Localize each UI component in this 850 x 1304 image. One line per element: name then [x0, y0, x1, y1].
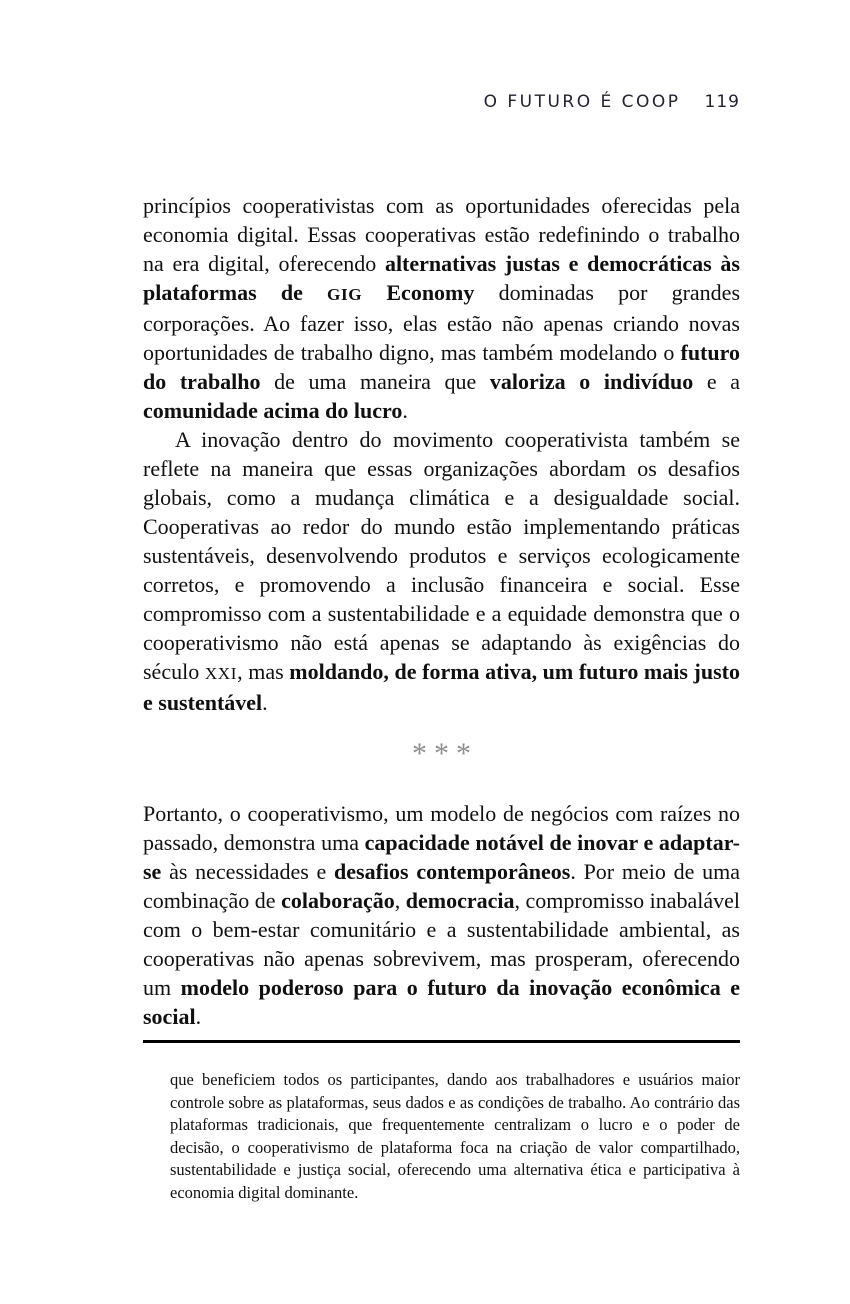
text-run: Portanto, o cooperativismo, um modelo de negócios com raízes no passado, demonstra uma [143, 801, 740, 855]
text-run: e a [693, 369, 740, 394]
bold-text-run: GIG [327, 285, 363, 304]
text-run: A inovação dentro do movimento cooperativista também se reflete na maneira que essas organizações abordam os desafios globais, como a mudança climática e a desigualdade social. Cooperativas ao redor do mundo estão implementando práticas sustentáveis, desenvolvendo produtos e serviços ecologicamente corretos, e promovendo a inclusão financeira e social. Esse compromisso com a sustentabilidade e a equidade demonstra que o cooperativismo não está apenas se adaptando às exigências do século [143, 427, 740, 684]
body-text-column [143, 191, 740, 1031]
text-run: . [195, 1004, 202, 1029]
text-block-after-divider [143, 799, 740, 1031]
asterisk-section-divider: *** [412, 737, 478, 770]
paragraph [143, 799, 740, 1031]
footnote-rule [143, 1040, 740, 1043]
bold-text-run: colaboração [281, 888, 395, 913]
footnote-area [143, 1040, 740, 1204]
running-title: O FUTURO É COOP [483, 92, 681, 112]
text-run: às necessidades e [161, 859, 335, 884]
paragraph [143, 191, 740, 425]
text-run: . [262, 690, 268, 715]
text-run: , compromisso inabalável com o bem-estar comunitário e a sustentabilidade ambiental, as cooperativas não apenas sobrevivem, mas prosperam, oferecendo um [143, 888, 740, 1000]
text-run: princípios cooperativistas com as oportunidades oferecidas pela economia digital. Essas cooperativas estão redefinindo o trabalho na era digital, oferecendo [143, 193, 740, 276]
bold-text-run: futuro do trabalho [143, 340, 740, 394]
text-run: , mas [237, 659, 290, 684]
text-run: de uma maneira que [260, 369, 490, 394]
bold-text-run: alternativas justas e democráticas às plataformas de [143, 251, 740, 305]
bold-text-run: modelo poderoso para o futuro da inovação econômica e social [143, 975, 740, 1029]
text-run: . [402, 398, 408, 423]
text-run: dominadas por grandes corporações. Ao fazer isso, elas estão não apenas criando novas oportunidades de trabalho digno, mas também modelando o [143, 280, 741, 365]
page-number: 119 [704, 92, 740, 112]
text-block-before-divider [143, 191, 740, 717]
bold-text-run: valoriza o indivíduo [489, 369, 694, 394]
text-run: . Por meio de uma combinação de [143, 859, 740, 913]
footnote-text: que beneficiem todos os participantes, dando aos trabalhadores e usuários maior controle sobre as plataformas, seus dados e as condições de trabalho. Ao contrário das plataformas tradicionais, que frequentemente centralizam o lucro e o poder de decisão, o cooperativismo de plataforma foca na criação de valor compartilhado, sustentabilidade e justiça social, oferecendo uma alternativa ética e participativa à economia digital dominante. [170, 1070, 740, 1202]
bold-text-run: democracia [405, 888, 515, 913]
smallcaps-text-run: XXI [204, 664, 238, 683]
text-run: , [394, 888, 406, 913]
bold-text-run: capacidade notável de inovar e adaptar-se [143, 830, 741, 884]
bold-text-run: desafios contemporâneos [334, 859, 571, 884]
running-header [143, 92, 740, 112]
paragraph [143, 425, 740, 717]
bold-text-run: Economy [362, 280, 475, 305]
bold-text-run: moldando, de forma ativa, um futuro mais justo e sustentável [143, 659, 740, 715]
bold-text-run: comunidade acima do lucro [143, 398, 403, 423]
